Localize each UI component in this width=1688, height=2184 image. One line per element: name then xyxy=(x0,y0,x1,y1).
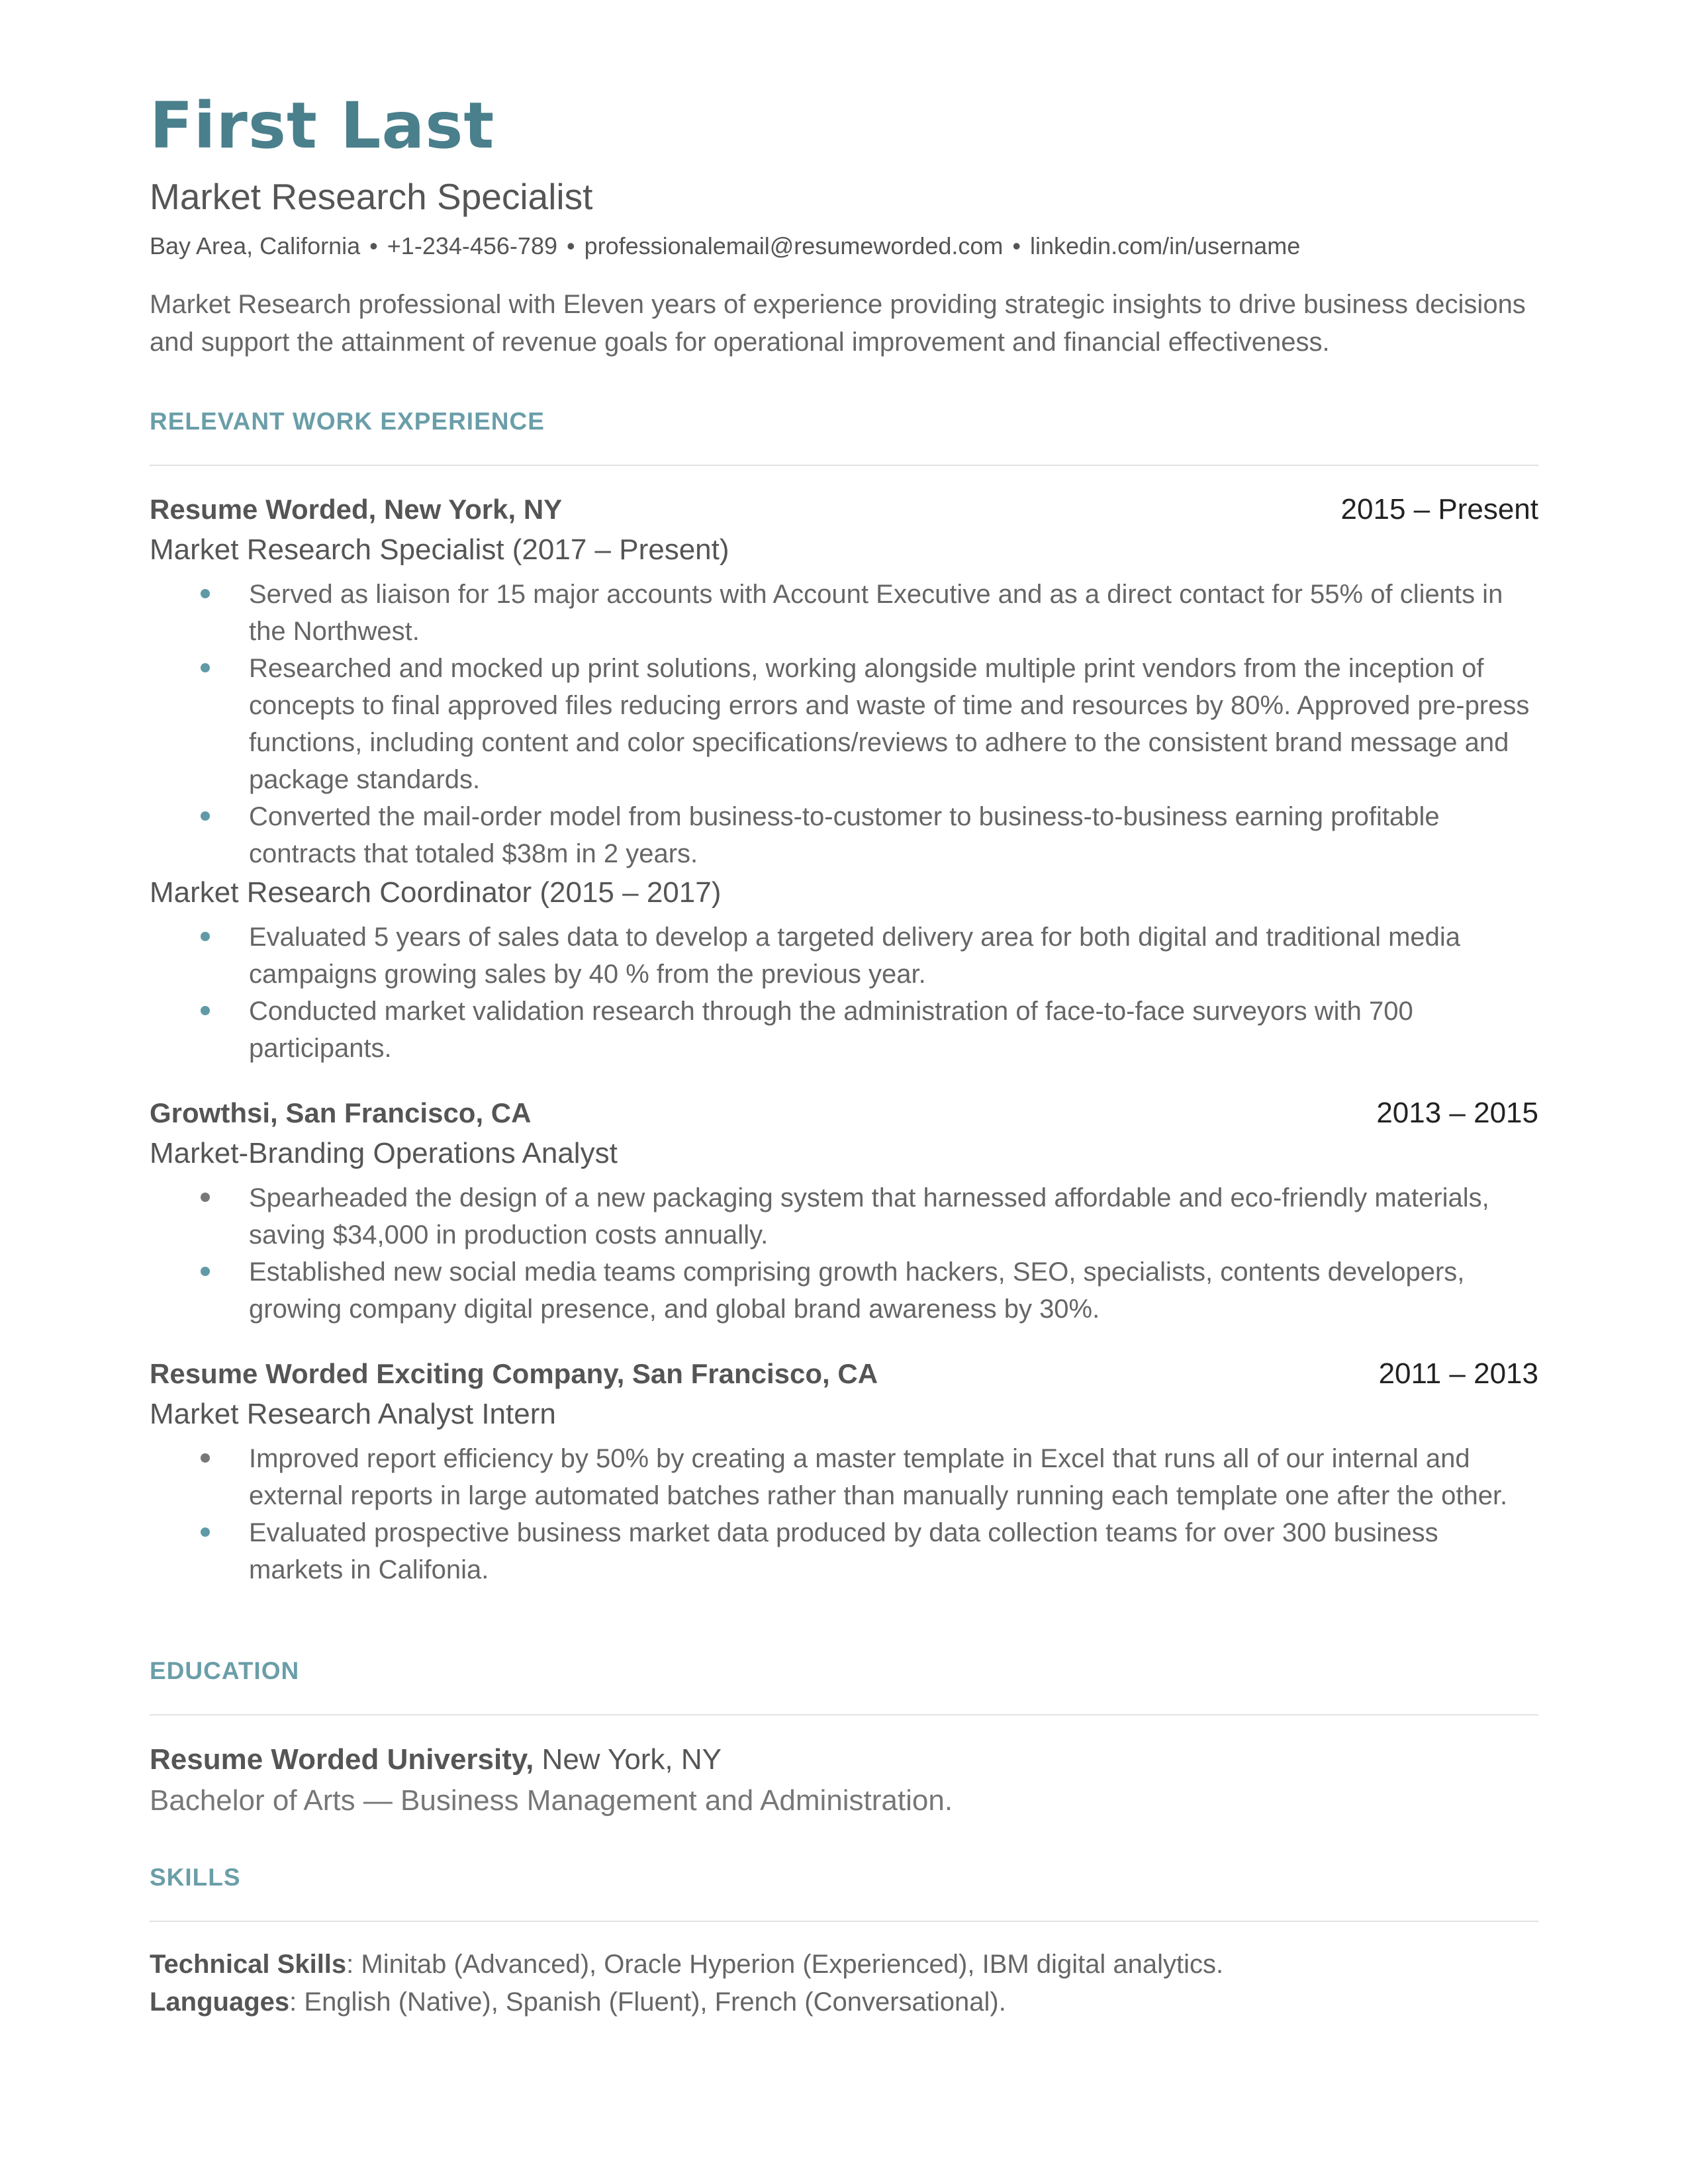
bullet-icon xyxy=(201,1527,210,1537)
bullet-text: Spearheaded the design of a new packaging system that harnessed affordable and eco-friendly materials, saving $34,000 in production costs annually. xyxy=(249,1183,1489,1250)
bullet-list xyxy=(150,576,1538,872)
bullet-text: Researched and mocked up print solutions, working alongside multiple print vendors from the inception of concepts to final approved files reducing errors and waste of time and resources by 80%. Approved pre-press functions, including content and color specifications/reviews to adhere to the consistent brand message and package standards. xyxy=(249,654,1530,794)
role-title: Market Research Specialist (2017 – Present) xyxy=(150,533,729,566)
bullet-text: Converted the mail-order model from business-to-customer to business-to-business earning profitable contracts that totaled $38m in 2 years. xyxy=(249,802,1440,868)
list-item xyxy=(150,1253,1538,1328)
job-title: Market Research Specialist xyxy=(150,176,593,217)
job-header xyxy=(150,1093,1538,1133)
list-item xyxy=(150,919,1538,993)
bullet-text: Conducted market validation research through the administration of face-to-face surveyors with 700 participants. xyxy=(249,997,1413,1063)
separator: • xyxy=(1012,232,1021,259)
contact-location: Bay Area, California xyxy=(150,232,361,259)
list-item xyxy=(150,576,1538,650)
resume-page xyxy=(150,86,1538,2021)
education-school-line xyxy=(150,1739,1538,1780)
list-item xyxy=(150,1514,1538,1588)
bullet-text: Served as liaison for 15 major accounts with Account Executive and as a direct contact for 55% of clients in the Northwest. xyxy=(249,580,1503,646)
separator: • xyxy=(369,232,378,259)
list-item xyxy=(150,798,1538,872)
company: Resume Worded, New York, NY xyxy=(150,494,563,525)
role-title: Market Research Analyst Intern xyxy=(150,1398,556,1430)
bullet-icon xyxy=(201,1453,210,1463)
job-dates: 2011 – 2013 xyxy=(1378,1357,1538,1390)
list-item xyxy=(150,1440,1538,1514)
bullet-icon xyxy=(201,932,210,941)
divider xyxy=(150,1921,1538,1922)
bullet-list xyxy=(150,919,1538,1067)
skills-section xyxy=(150,1861,1538,2021)
contact-email[interactable]: professionalemail@resumeworded.com xyxy=(584,232,1004,259)
section-heading: EDUCATION xyxy=(150,1657,300,1684)
skill-value: : English (Native), Spanish (Fluent), French (Conversational). xyxy=(289,1987,1006,2017)
company: Resume Worded Exciting Company, San Francisco, CA xyxy=(150,1358,878,1389)
section-heading: RELEVANT WORK EXPERIENCE xyxy=(150,408,545,435)
contact-phone: +1-234-456-789 xyxy=(387,232,557,259)
role-title: Market-Branding Operations Analyst xyxy=(150,1137,618,1169)
bullet-icon xyxy=(201,811,210,821)
education-section xyxy=(150,1655,1538,1821)
job-dates: 2015 – Present xyxy=(1340,493,1538,525)
contact-linkedin[interactable]: linkedin.com/in/username xyxy=(1030,232,1301,259)
list-item xyxy=(150,1179,1538,1253)
divider xyxy=(150,1714,1538,1715)
technical-skills xyxy=(150,1946,1538,1983)
bullet-text: Improved report efficiency by 50% by creating a master template in Excel that runs all of our internal and external reports in large automated batches rather than manually running each template one after the other. xyxy=(249,1444,1508,1510)
bullet-icon xyxy=(201,589,210,598)
skill-label: Technical Skills xyxy=(150,1950,347,1979)
list-item xyxy=(150,993,1538,1067)
job-entry xyxy=(150,1093,1538,1328)
bullet-icon xyxy=(201,1006,210,1015)
languages xyxy=(150,1983,1538,2021)
experience-section xyxy=(150,405,1538,1588)
bullet-text: Evaluated 5 years of sales data to develop a targeted delivery area for both digital and traditional media campaigns growing sales by 40 % from the previous year. xyxy=(249,923,1461,989)
job-header xyxy=(150,490,1538,529)
list-item xyxy=(150,650,1538,798)
skill-value: : Minitab (Advanced), Oracle Hyperion (Experienced), IBM digital analytics. xyxy=(346,1950,1224,1979)
bullet-list xyxy=(150,1440,1538,1588)
job-dates: 2013 – 2015 xyxy=(1376,1097,1538,1129)
divider xyxy=(150,465,1538,466)
separator: • xyxy=(566,232,575,259)
job-entry xyxy=(150,1354,1538,1588)
skill-label: Languages xyxy=(150,1987,290,2017)
degree: Bachelor of Arts — Business Management and Administration. xyxy=(150,1784,953,1817)
candidate-name: First Last xyxy=(150,89,495,163)
company: Growthsi, San Francisco, CA xyxy=(150,1097,532,1128)
bullet-text: Evaluated prospective business market data produced by data collection teams for over 300 business markets in Califonia. xyxy=(249,1518,1438,1584)
bullet-icon xyxy=(201,663,210,672)
school-location: New York, NY xyxy=(534,1743,722,1776)
school-name: Resume Worded University, xyxy=(150,1743,534,1776)
summary: Market Research professional with Eleven years of experience providing strategic insights to drive business decisions and support the attainment of revenue goals for operational improvement and financial effectiveness. xyxy=(150,290,1526,357)
job-entry xyxy=(150,490,1538,1067)
bullet-icon xyxy=(201,1267,210,1276)
bullet-text: Established new social media teams comprising growth hackers, SEO, specialists, contents developers, growing company digital presence, and global brand awareness by 30%. xyxy=(249,1257,1465,1324)
contact-line xyxy=(150,230,1538,262)
job-header xyxy=(150,1354,1538,1394)
role-title: Market Research Coordinator (2015 – 2017) xyxy=(150,876,722,909)
bullet-list xyxy=(150,1179,1538,1328)
section-heading: SKILLS xyxy=(150,1864,241,1891)
bullet-icon xyxy=(201,1193,210,1202)
